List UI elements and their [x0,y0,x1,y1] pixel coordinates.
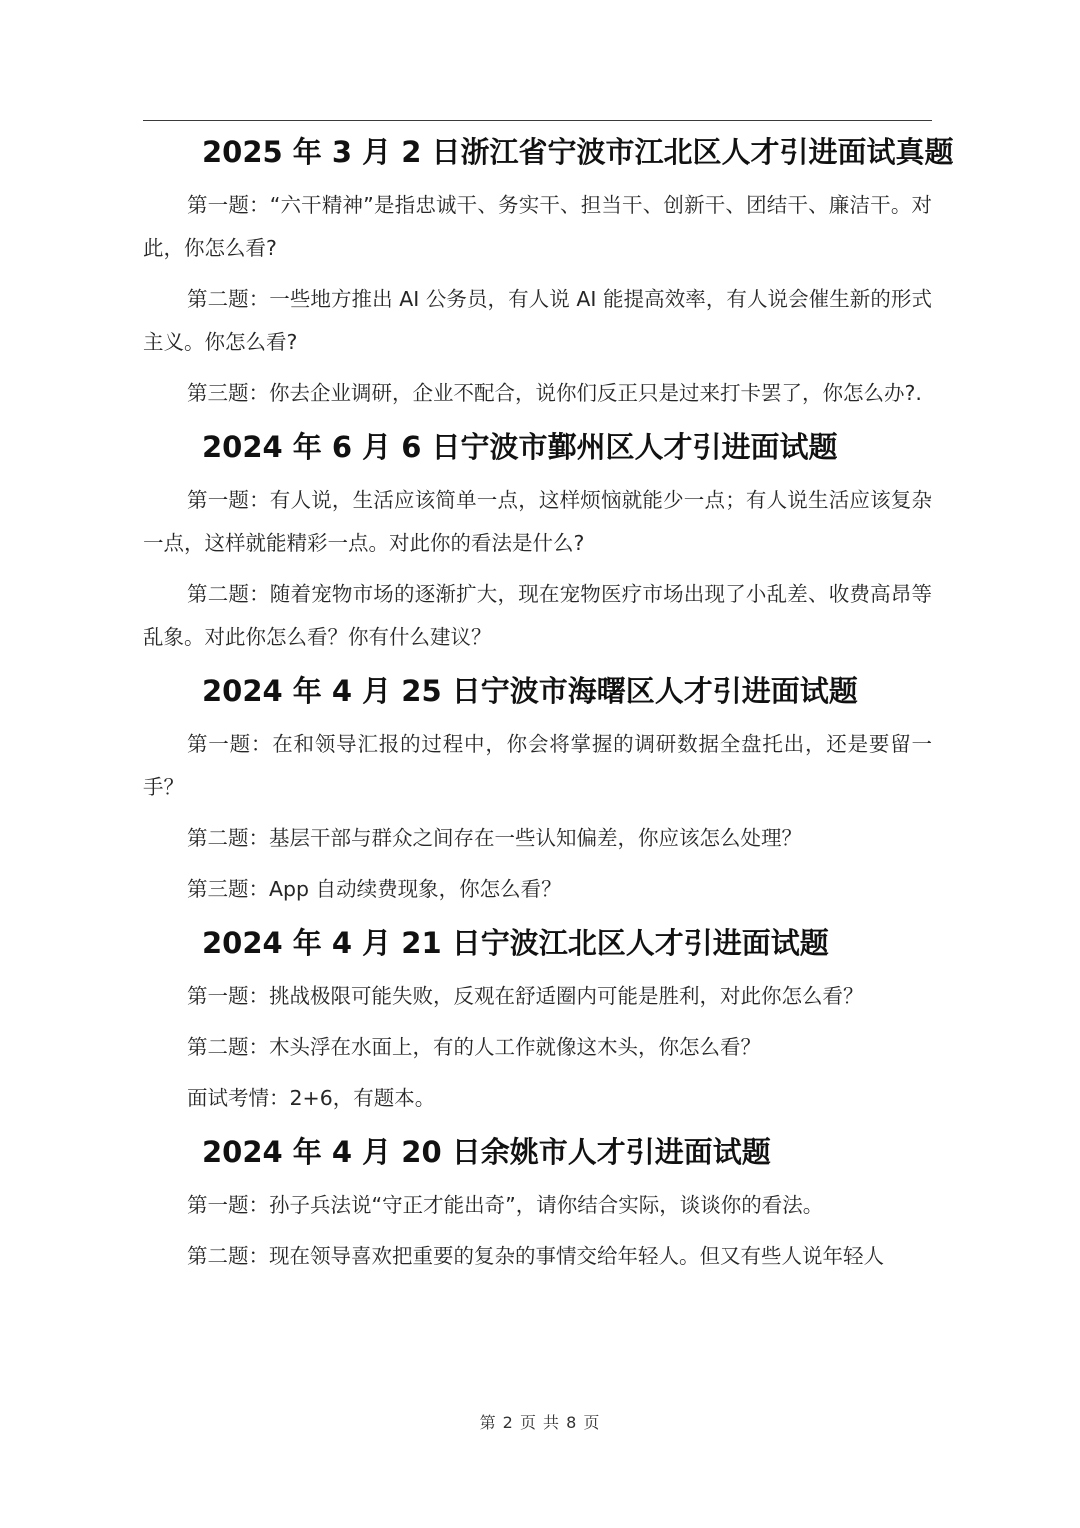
section-yuyao-2024 [143,1128,932,1278]
question-paragraph: 第二题：木头浮在水面上，有的人工作就像这木头，你怎么看？ [187,1035,761,1059]
section-body [143,479,932,659]
question-paragraph: 第二题：基层干部与群众之间存在一些认知偏差，你应该怎么处理？ [187,826,802,850]
question-paragraph: 第三题：App 自动续费现象，你怎么看？ [187,877,562,901]
question-paragraph: 第一题：“六干精神”是指忠诚干、务实干、担当干、创新干、团结干、廉洁干。对此，你怎么看? [143,193,932,260]
question-paragraph: 面试考情：2+6，有题本。 [187,1086,436,1110]
section-title: 2024 年 4 月 25 日宁波市海曙区人才引进面试题 [202,674,858,708]
section-title: 2024 年 6 月 6 日宁波市鄞州区人才引进面试题 [202,430,838,464]
section-title: 2024 年 4 月 21 日宁波江北区人才引进面试题 [202,926,829,960]
question-paragraph: 第二题：现在领导喜欢把重要的复杂的事情交给年轻人。但又有些人说年轻人 [187,1244,884,1268]
question-paragraph: 第一题：有人说，生活应该简单一点，这样烦恼就能少一点；有人说生活应该复杂一点，这样就能精彩一点。对此你的看法是什么? [143,488,932,555]
question-paragraph: 第三题：你去企业调研，企业不配合，说你们反正只是过来打卡罢了，你怎么办?. [187,381,922,405]
section-body [143,184,932,415]
section-haishu-2024 [143,667,932,911]
section-jiangbei-2025 [143,128,954,415]
page-number-footer: 第 2 页 共 8 页 [479,1413,601,1432]
question-paragraph: 第一题：孙子兵法说“守正才能出奇”，请你结合实际，谈谈你的看法。 [187,1193,824,1217]
section-body [143,1184,932,1278]
section-yinzhou-2024 [143,423,932,659]
question-paragraph: 第一题：挑战极限可能失败，反观在舒适圈内可能是胜利，对此你怎么看？ [187,984,864,1008]
question-paragraph: 第一题：在和领导汇报的过程中，你会将掌握的调研数据全盘托出，还是要留一手？ [143,732,932,799]
question-paragraph: 第二题：一些地方推出 AI 公务员，有人说 AI 能提高效率，有人说会催生新的形式主义。你怎么看? [143,287,932,354]
section-jiangbei-2024 [143,919,932,1120]
section-title: 2025 年 3 月 2 日浙江省宁波市江北区人才引进面试真题 [202,135,954,169]
section-title: 2024 年 4 月 20 日余姚市人才引进面试题 [202,1135,771,1169]
question-paragraph: 第二题：随着宠物市场的逐渐扩大，现在宠物医疗市场出现了小乱差、收费高昂等乱象。对此你怎么看？你有什么建议？ [143,582,932,649]
header-rule [143,120,932,121]
section-body [143,975,932,1120]
section-body [143,723,932,911]
page-content [143,128,954,1278]
